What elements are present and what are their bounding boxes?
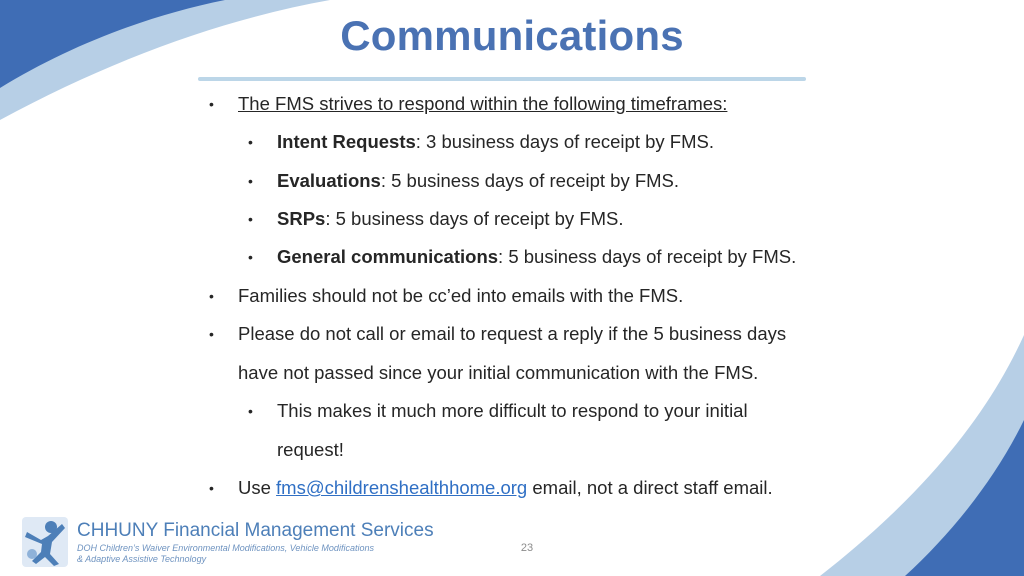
bullet-text: The FMS strives to respond within the following timeframes: [238,93,728,114]
title-underline [198,77,806,81]
bullet-bold-label: General communications [277,246,499,267]
logo-name [77,520,434,542]
bullet-text [277,130,714,154]
logo-subtitle-line1: DOH Children’s Waiver Environmental Modifications, Vehicle Modifications [77,543,374,553]
bullet-marker: • [248,211,253,227]
bullet-detail: : 5 business days of receipt by FMS. [325,208,624,229]
bullet-text [277,207,624,231]
bullet-detail: : 5 business days of receipt by FMS. [498,246,797,267]
bullet-text: This makes it much more difficult to respond to your initial [277,400,748,421]
bullet-text: Families should not be cc’ed into emails with the FMS. [238,285,684,306]
bullet-marker: • [248,403,253,419]
bullet-marker: • [248,173,253,189]
email-link[interactable]: fms@childrenshealthhome.org [276,477,528,498]
bullet-marker: • [209,288,214,304]
bullet-text [277,245,796,269]
bullet-marker: • [248,249,253,265]
bullet-detail: : 5 business days of receipt by FMS. [380,170,680,191]
bullet-marker: • [209,326,214,342]
bullet-text [277,169,679,193]
bullet-text-continuation: request! [277,439,344,460]
logo-name-part1: CHHUNY [77,520,164,541]
bullet-bold-label: SRPs [277,208,326,229]
person-figure-icon [21,516,69,568]
bullet-prefix: Use [238,477,277,498]
slide-title: Communications [340,12,684,59]
bullet-text [238,476,773,500]
bullet-text: Please do not call or email to request a reply if the 5 business days [238,323,787,344]
bullet-marker: • [209,480,214,496]
bullet-marker: • [209,96,214,112]
bullet-bold-label: Intent Requests [277,131,416,152]
bullet-detail: : 3 business days of receipt by FMS. [415,131,714,152]
chhuny-logo [21,516,434,572]
bullet-suffix: email, not a direct staff email. [527,477,773,498]
bullet-text-continuation: have not passed since your initial communication with the FMS. [238,362,759,383]
bullet-bold-label: Evaluations [277,170,381,191]
bullet-marker: • [248,134,253,150]
page-number: 23 [520,542,534,554]
logo-name-part2: Financial Management Services [163,520,434,541]
logo-subtitle-line2: & Adaptive Assistive Technology [77,554,207,564]
